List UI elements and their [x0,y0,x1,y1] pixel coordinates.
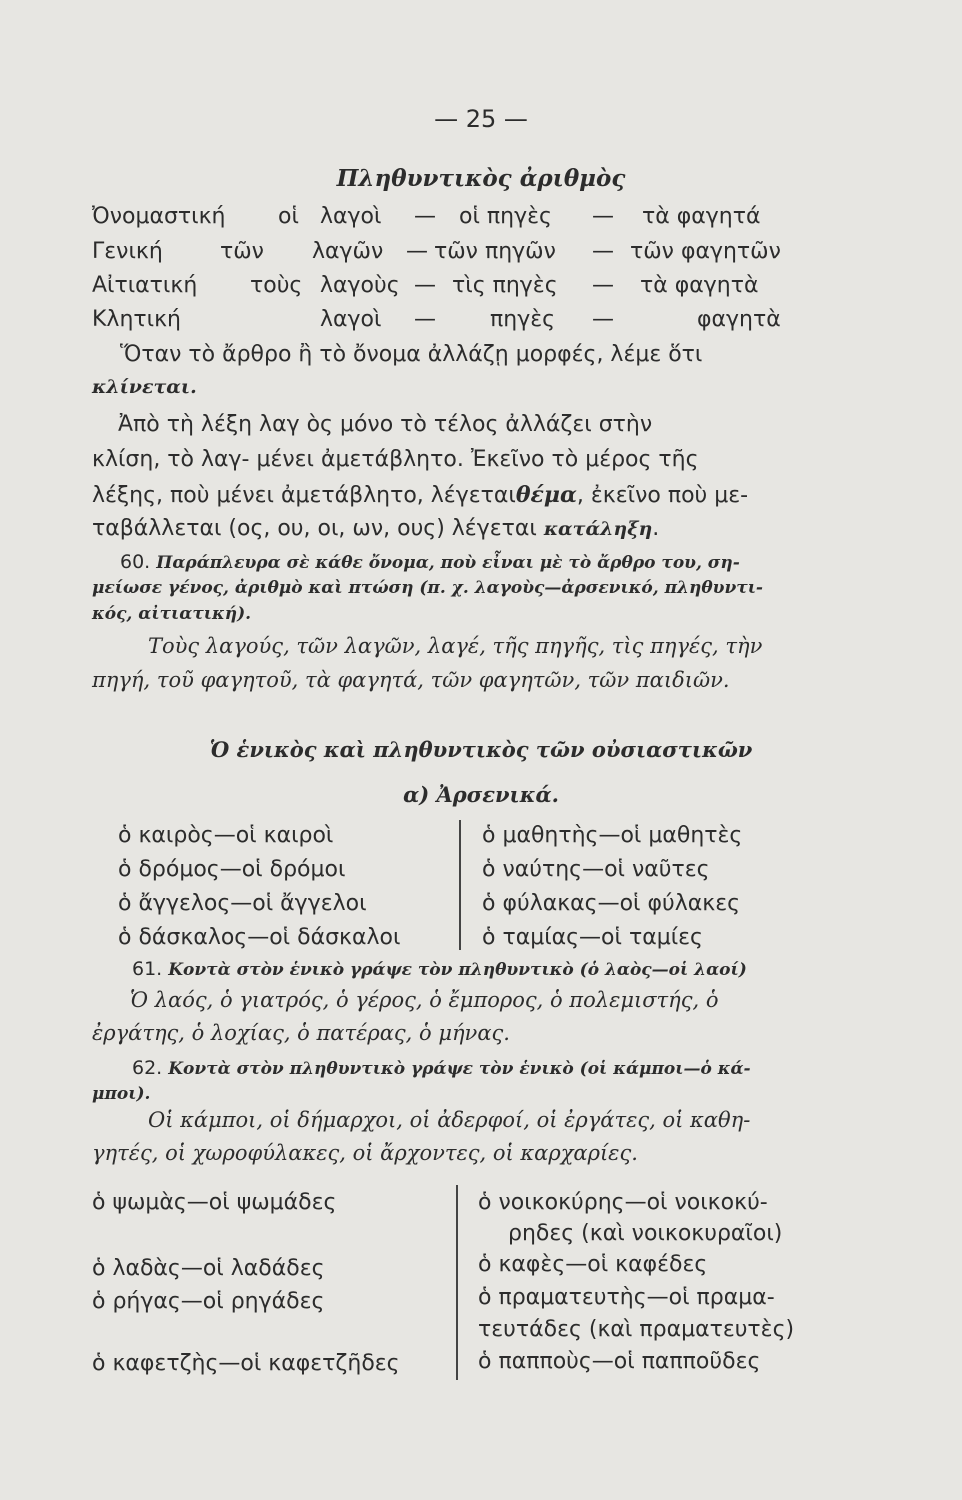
exercise-62-instruction [132,1057,751,1079]
term-thema: θέμα [515,482,577,508]
exercise-text: Οἱ κάμποι, οἱ δήμαρχοι, οἱ ἀδερφοί, οἱ ἐργάτες, οἱ καθη- [148,1108,751,1132]
exercise-60-instruction [120,551,740,573]
noun-pair: ὁ πραματευτὴς—οἱ πραμα- [478,1285,775,1310]
noun-pair: τευτάδες (καὶ πραματευτὲς) [478,1317,795,1342]
dash: — [592,273,614,298]
paragraph-line [92,516,659,541]
noun-pair: ὁ ψωμὰς—οἱ ψωμάδες [92,1190,337,1215]
case-word: λαγῶν [312,239,384,264]
dash: — [592,307,614,332]
case-word: τὰ φαγητὰ [640,273,759,298]
case-word: φαγητὰ [697,307,781,332]
exercise-number: 61. [132,958,163,980]
case-word: πηγὲς [490,307,556,332]
case-word: λαγοὺς [320,273,400,298]
case-name: Αἰτιατική [92,273,198,298]
dash: — [414,307,436,332]
case-article: τῶν [220,239,264,264]
case-word: τὶς πηγὲς [452,273,558,298]
noun-pair: ρηδες (καὶ νοικοκυραῖοι) [508,1221,783,1246]
instruction-text: μποι). [92,1084,151,1104]
noun-pair: ὁ δρόμος—οἱ δρόμοι [118,857,346,882]
paragraph-line: κλίση, τὸ λαγ- μένει ἀμετάβλητο. Ἐκεῖνο τὸ μέρος τῆς [92,447,699,472]
exercise-text: πηγή, τοῦ φαγητοῦ, τὰ φαγητά, τῶν φαγητῶν, τῶν παιδιῶν. [92,668,730,692]
paragraph-line: Ὅταν τὸ ἄρθρο ἢ τὸ ὄνομα ἀλλάζῃ μορφές, λέμε ὅτι [120,342,703,367]
exercise-number: 62. [132,1057,163,1079]
paragraph-line [92,482,748,508]
instruction-text: Κοντὰ στὸν πληθυντικὸ γράψε τὸν ἑνικὸ (οἱ κάμποι—ὁ κά- [168,1059,751,1079]
instruction-text: κός, αἰτιατική). [92,604,252,624]
noun-pair: ὁ λαδὰς—οἱ λαδάδες [92,1256,325,1281]
term-klinetai: κλίνεται. [92,376,197,398]
case-word: λαγοὶ [320,204,382,229]
case-article: οἱ [278,204,299,229]
dash: — [414,204,436,229]
case-word: λαγοὶ [320,307,382,332]
exercise-text: γητές, οἱ χωροφύλακες, οἱ ἄρχοντες, οἱ καρχαρίες. [92,1141,638,1165]
term-katalixi: κατάληξη [543,518,653,540]
section-heading: Ὁ ἑνικὸς καὶ πληθυντικὸς τῶν οὐσιαστικῶν [209,737,753,762]
noun-pair: ὁ καιρὸς—οἱ καιροὶ [118,823,334,848]
column-divider [459,820,461,950]
case-article: τοὺς [250,273,303,298]
exercise-text: Ὁ λαός, ὁ γιατρός, ὁ γέρος, ὁ ἔμπορος, ὁ πολεμιστής, ὁ [130,988,719,1012]
noun-pair: ὁ μαθητὴς—οἱ μαθητὲς [482,823,743,848]
exercise-text: ἐργάτης, ὁ λοχίας, ὁ πατέρας, ὁ μήνας. [92,1021,510,1045]
text-segment: λέξης, ποὺ μένει ἀμετάβλητο, λέγεται [92,483,516,508]
case-word: τὰ φαγητά [642,204,761,229]
text-segment: , ἐκεῖνο ποὺ με- [576,483,749,508]
subheading: α) Ἀρσενικά. [403,782,559,807]
exercise-text: Τοὺς λαγούς, τῶν λαγῶν, λαγέ, τῆς πηγῆς, τὶς πηγές, τὴν [148,634,763,658]
column-divider [456,1185,458,1380]
dash: — [414,273,436,298]
text-segment: . [652,516,660,541]
case-name: Γενική [92,239,163,264]
noun-pair: ὁ ταμίας—οἱ ταμίες [482,925,703,950]
instruction-text: Παράπλευρα σὲ κάθε ὄνομα, ποὺ εἶναι μὲ τὸ ἄρθρο του, ση- [156,553,740,573]
exercise-number: 60. [120,551,151,573]
dash: — [406,239,428,264]
case-word: τῶν πηγῶν [434,239,556,264]
exercise-61-instruction [132,958,747,980]
noun-pair: ὁ φύλακας—οἱ φύλακες [482,891,741,916]
instruction-text: Κοντὰ στὸν ἑνικὸ γράψε τὸν πληθυντικὸ (ὁ λαὸς—οἱ λαοί) [168,960,747,980]
noun-pair: ὁ καφετζὴς—οἱ καφετζῆδες [92,1351,400,1376]
noun-pair: ὁ ναύτης—οἱ ναῦτες [482,857,710,882]
noun-pair: ὁ δάσκαλος—οἱ δάσκαλοι [118,925,401,950]
noun-pair: ὁ παπποὺς—οἱ παπποῦδες [478,1349,761,1374]
case-word: οἱ πηγὲς [459,204,552,229]
case-word: τῶν φαγητῶν [630,239,781,264]
instruction-text: μείωσε γένος, ἀριθμὸ καὶ πτώση (π. χ. λαγοὺς—ἀρσενικό, πληθυντι- [92,578,763,598]
noun-pair: ὁ νοικοκύρης—οἱ νοικοκύ- [478,1190,768,1215]
noun-pair: ὁ ρήγας—οἱ ρηγάδες [92,1289,325,1314]
plural-heading: Πληθυντικὸς ἀριθμὸς [336,165,626,192]
paragraph-line: Ἀπὸ τὴ λέξη λαγ ὸς μόνο τὸ τέλος ἀλλάζει στὴν [118,412,653,437]
dash: — [592,204,614,229]
dash: — [592,239,614,264]
noun-pair: ὁ καφὲς—οἱ καφέδες [478,1252,708,1277]
page-number: — 25 — [434,105,528,133]
noun-pair: ὁ ἄγγελος—οἱ ἄγγελοι [118,891,367,916]
case-name: Ὀνομαστική [92,204,226,229]
case-name: Κλητική [92,307,181,332]
text-segment: ταβάλλεται (ος, ου, οι, ων, ους) λέγεται [92,516,537,541]
